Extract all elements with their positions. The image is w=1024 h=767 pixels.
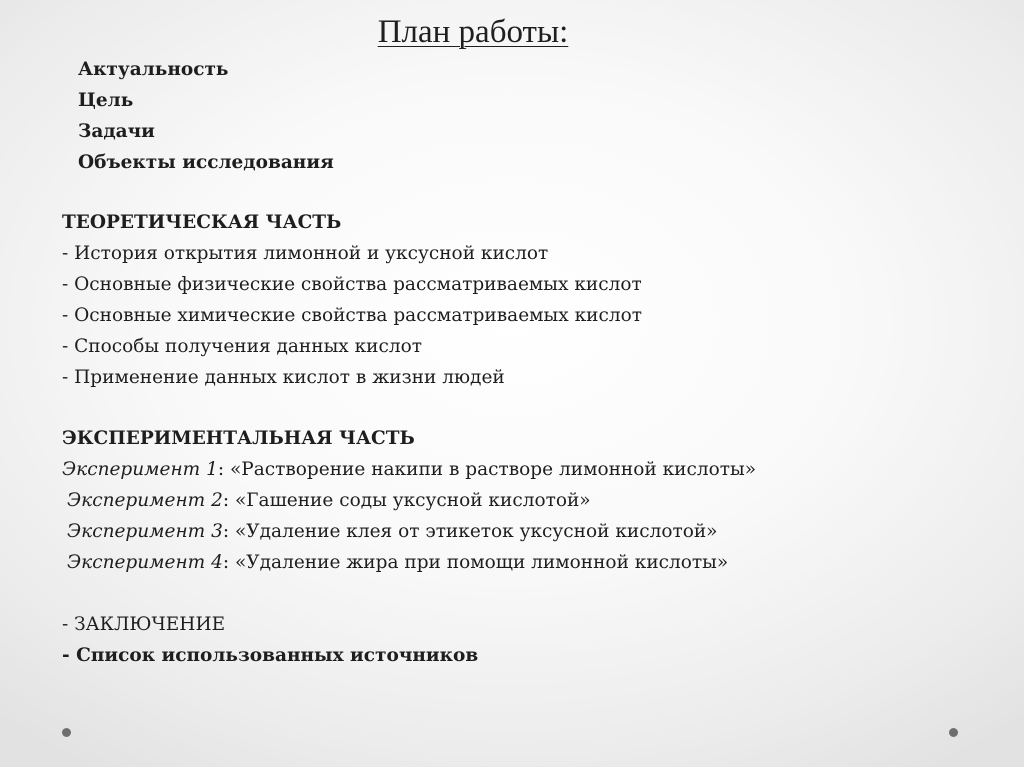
theory-item: - История открытия лимонной и уксусной кислот <box>62 243 549 264</box>
intro-item-relevance: Актуальность <box>78 59 229 80</box>
conclusion-item: - ЗАКЛЮЧЕНИЕ <box>62 614 226 635</box>
experiment-item <box>67 551 728 575</box>
theory-item: - Применение данных кислот в жизни людей <box>62 367 505 388</box>
theory-item: - Способы получения данных кислот <box>62 336 422 357</box>
intro-item-objects: Объекты исследования <box>78 152 334 173</box>
theory-item: - Основные физические свойства рассматриваемых кислот <box>62 274 642 295</box>
experiment-text: : «Гашение соды уксусной кислотой» <box>222 490 591 511</box>
slide-title: План работы: <box>377 14 569 50</box>
intro-item-goal: Цель <box>78 90 134 111</box>
experiment-item <box>67 489 591 513</box>
intro-item-tasks: Задачи <box>78 121 155 142</box>
experiment-heading: ЭКСПЕРИМЕНТАЛЬНАЯ ЧАСТЬ <box>62 428 415 449</box>
theory-heading: ТЕОРЕТИЧЕСКАЯ ЧАСТЬ <box>62 212 342 233</box>
theory-item: - Основные химические свойства рассматриваемых кислот <box>62 305 642 326</box>
experiment-label: Эксперимент 4 <box>67 552 223 573</box>
experiment-label: Эксперимент 1 <box>62 459 218 480</box>
corner-dot-left <box>62 728 71 737</box>
experiment-item <box>62 458 756 482</box>
experiment-text: : «Удаление клея от этикеток уксусной кислотой» <box>222 521 718 542</box>
experiment-label: Эксперимент 3 <box>67 521 223 542</box>
experiment-text: : «Растворение накипи в растворе лимонной кислоты» <box>217 459 757 480</box>
experiment-item <box>67 520 718 544</box>
corner-dot-right <box>949 728 958 737</box>
experiment-text: : «Удаление жира при помощи лимонной кислоты» <box>222 552 729 573</box>
sources-item: - Список использованных источников <box>62 645 479 666</box>
experiment-label: Эксперимент 2 <box>67 490 223 511</box>
